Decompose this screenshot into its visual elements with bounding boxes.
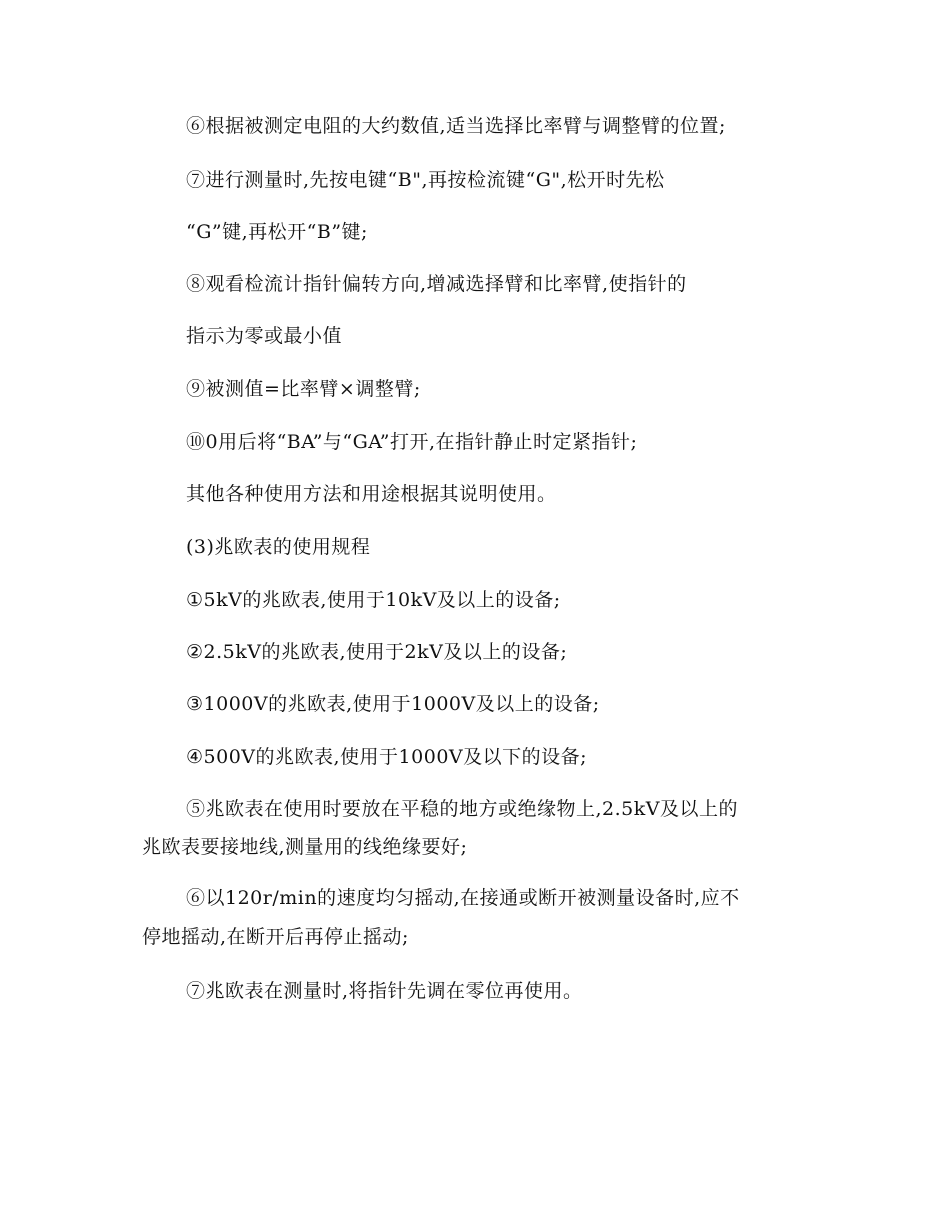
text-line-8: 其他各种使用方法和用途根据其说明使用。 [186, 483, 557, 505]
text-line-1: ⑥根据被测定电阻的大约数值,适当选择比率臂与调整臂的位置; [186, 115, 726, 137]
text-line-5: 指示为零或最小值 [186, 325, 343, 347]
text-line-18: ⑦兆欧表在测量时,将指针先调在零位再使用。 [186, 980, 583, 1002]
text-line-3: “G”键,再松开“B”键; [186, 221, 368, 243]
text-line-12: ③1000V的兆欧表,使用于1000V及以上的设备; [186, 693, 600, 715]
text-line-14: ⑤兆欧表在使用时要放在平稳的地方或绝缘物上,2.5kV及以上的 [186, 798, 738, 820]
text-line-2: ⑦进行测量时,先按电键“B",再按检流键“G",松开时先松 [186, 169, 665, 191]
text-line-4: ⑧观看检流计指针偏转方向,增减选择臂和比率臂,使指针的 [186, 273, 687, 295]
text-line-15: 兆欧表要接地线,测量用的线绝缘要好; [142, 836, 468, 858]
text-line-11: ②2.5kV的兆欧表,使用于2kV及以上的设备; [186, 641, 568, 663]
text-line-16: ⑥以120r/min的速度均匀摇动,在接通或断开被测量设备时,应不 [186, 887, 740, 909]
text-line-13: ④500V的兆欧表,使用于1000V及以下的设备; [186, 746, 588, 768]
text-line-17: 停地摇动,在断开后再停止摇动; [142, 926, 409, 948]
text-line-6: ⑨被测值=比率臂×调整臂; [186, 378, 421, 400]
text-line-10: ①5kV的兆欧表,使用于10kV及以上的设备; [186, 589, 561, 611]
section-heading: (3)兆欧表的使用规程 [186, 536, 371, 558]
text-line-7: ⑩0用后将“BA”与“GA”打开,在指针静止时定紧指针; [186, 431, 638, 453]
